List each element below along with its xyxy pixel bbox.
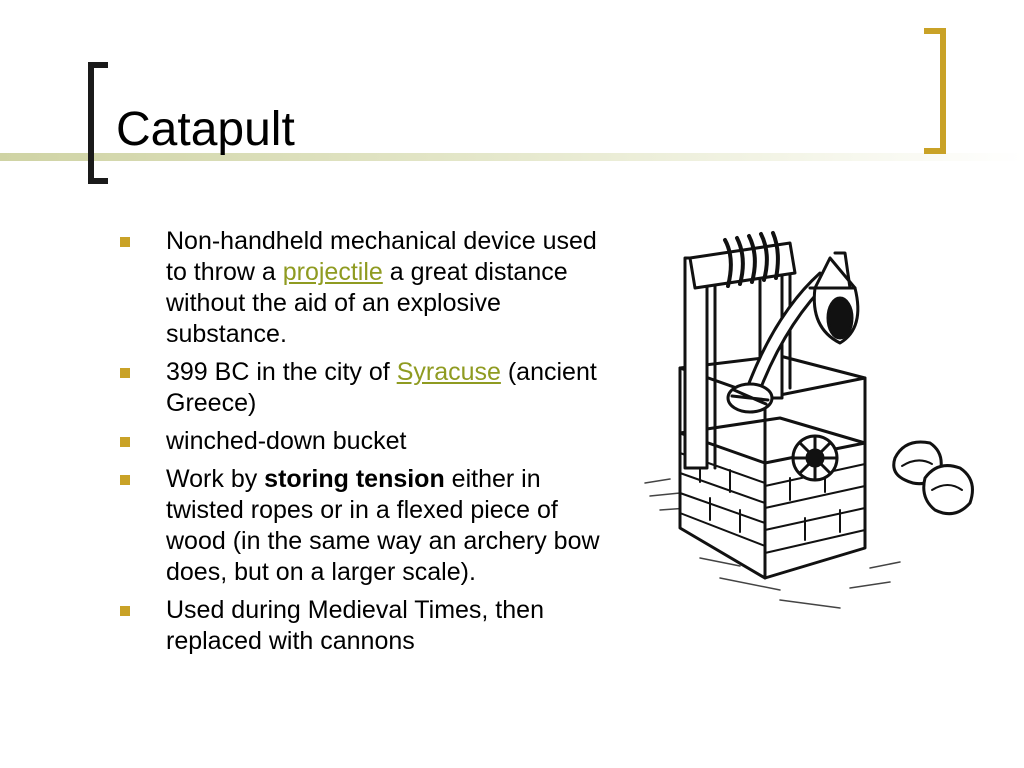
- bullet-text: Used during Medieval Times, then replaced with cannons: [166, 596, 544, 655]
- bullet-text: either in twisted ropes or in a flexed piece of wood (in the same way an archery bow does, but on a larger scale).: [166, 465, 600, 586]
- bullet-text: Work by: [166, 465, 265, 493]
- syracuse-link[interactable]: Syracuse: [396, 358, 501, 386]
- catapult-illustration: [640, 228, 990, 628]
- list-item: [118, 357, 618, 419]
- bullet-text: a great distance without the aid of an explosive substance.: [166, 258, 568, 348]
- bullet-square-icon: [120, 475, 130, 485]
- right-bracket-decoration: [924, 28, 946, 154]
- bullet-text: (ancient Greece): [166, 358, 597, 417]
- bullet-text: winched-down bucket: [166, 427, 407, 455]
- list-item: [118, 426, 618, 457]
- list-item: [118, 226, 618, 350]
- projectile-link[interactable]: projectile: [282, 258, 383, 286]
- bullet-square-icon: [120, 437, 130, 447]
- bullet-square-icon: [120, 606, 130, 616]
- slide-title: Catapult: [116, 103, 295, 156]
- bullet-bold-text: storing tension: [264, 465, 445, 493]
- list-item: [118, 464, 618, 588]
- bullet-square-icon: [120, 368, 130, 378]
- bullet-text: Non-handheld mechanical device used to throw a: [166, 227, 597, 286]
- list-item: [118, 595, 618, 657]
- bullet-list: [118, 226, 618, 664]
- bullet-square-icon: [120, 237, 130, 247]
- left-bracket-decoration: [88, 62, 108, 184]
- bullet-text: 399 BC in the city of: [166, 358, 397, 386]
